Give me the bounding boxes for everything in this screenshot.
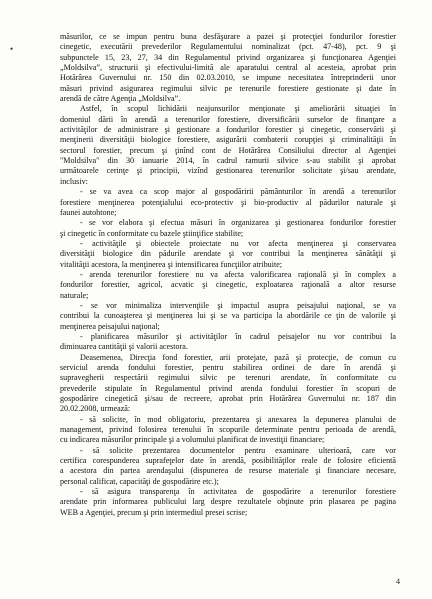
text-line: - să asigura transparenţa în activitatea de gospodărire a terenurilor forestiere bbox=[80, 487, 396, 497]
text-line: vitalităţii acestora, la menţinerea şi intensificarea funcţiilor atribuite; bbox=[60, 259, 283, 269]
text-line: diminuarea cantităţii şi valorii acestora. bbox=[60, 342, 188, 352]
text-line: menţinerea peisajului naţional; bbox=[60, 321, 160, 331]
text-line: cinegetic, executării prevederilor Regulamentului nominalizat (pct. 47-48), pct. 9 şi bbox=[60, 42, 396, 52]
text-line: "Moldsilva" din 30 ianuarie 2014, în cadrul ramurii silvice s-au stabilit şi aprobat bbox=[60, 156, 396, 166]
text-line: fondurilor forestier, agricol, acvatic şi cinegetic, exploatarea raţională a altor resurse bbox=[60, 280, 396, 290]
text-line: - se va avea ca scop major al gospodăririi pământurilor în arendă a terenurilor bbox=[80, 187, 396, 197]
text-line: naturale; bbox=[60, 290, 89, 300]
text-line: 20.02.2008, urmează: bbox=[60, 404, 131, 414]
text-line: prevederile stipulate în Regulamentul privind arenda fondului forestier în scopuri de bbox=[60, 383, 396, 393]
text-line: sectorul forestier, precum şi ţinînd cont de Hotărârea Consiliului director al Agenţiei bbox=[60, 145, 396, 155]
text-line: a acestora din partea arendaşului (dispunerea de resurse materiale şi financiare necesare, bbox=[60, 466, 396, 476]
text-line: arendă de către Agenţia „Moldsilva”. bbox=[60, 94, 181, 104]
text-line: „Moldsilva”, structurii şi efectivului-limită ale aparatului central al acesteia, aprobat prin bbox=[60, 63, 396, 73]
text-line: Hotărârea Guvernului nr. 150 din 02.03.2010, se impune necesitatea întreprinderii unor bbox=[60, 73, 396, 83]
text-line: menţinerii diversităţii biologice forestiere, asigurării combaterii corupţiei şi criminalităţii în bbox=[60, 135, 396, 145]
text-line: - se vor minimaliza intervenţiile şi impactul asupra peisajului naţional, se va bbox=[80, 300, 396, 310]
text-line: - activităţile şi obiectele proiectate nu vor afecta menţinerea şi conservarea bbox=[80, 238, 396, 248]
text-line: domeniul dării în arendă a terenurilor forestiere, diversificării surselor de finanţare a bbox=[60, 114, 396, 124]
text-line: WEB a Agenţiei, precum şi prin intermediul presei scrise; bbox=[60, 507, 248, 517]
text-line: supravegherii respectării regimului silvic pe terenuri arendate, în conformitate cu bbox=[60, 373, 396, 383]
text-line: certifica corespunderea suprafeţelor date în arendă, posibilităţilor reale de folosire eficientă bbox=[60, 456, 396, 466]
text-line: activităţilor de administrare şi gestionare a fondurilor forestier şi cinegetic, conservării şi bbox=[60, 125, 396, 135]
text-line: arendate prin informarea publicului larg despre rezultatele obţinute prin plasarea pe pagina bbox=[60, 497, 396, 507]
text-line: măsurilor, ce se impun pentru buna desfăşurare a pazei şi protecţiei fondurilor forestier bbox=[60, 32, 396, 41]
text-line: subpunctele 15, 23, 27, 34 din Regulamentul privind organizarea şi funcţionarea Agenţiei bbox=[60, 52, 396, 62]
text-line: diversităţii biologice din pădurile arendate şi vor contribui la menţinerea sănătăţii şi bbox=[60, 249, 396, 259]
page-number: 4 bbox=[396, 577, 400, 586]
text-line: personal calificat, capacităţi de gospodărire etc.); bbox=[60, 476, 219, 486]
text-line: - arenda terenurilor forestiere nu va afecta valorificarea raţională şi în complex a bbox=[80, 269, 396, 279]
text-line: inclusiv: bbox=[60, 176, 88, 186]
text-line: - să solicite prezentarea documentelor pentru examinare ulterioară, care vor bbox=[80, 445, 396, 455]
text-line: forestiere menţinerea potenţialului eco-protectiv şi bio-productiv al pădurilor naturale şi bbox=[60, 197, 396, 207]
text-line: faunei autohtone; bbox=[60, 207, 117, 217]
text-line: - se vor elabora şi efectua măsuri în organizarea şi gestionarea fondurilor forestier bbox=[80, 218, 396, 228]
text-line: management, privind folosirea terenului în scopurile determinate pentru perioada de arendă, bbox=[60, 425, 396, 435]
text-line: contribui la cunoaşterea şi menţinerea lui şi se va participa la abordările ce ţin de valorile şi bbox=[60, 311, 396, 321]
text-line: Deasemenea, Direcţia fond forestier, arii protejate, pază şi protecţie, de comun cu bbox=[80, 352, 396, 362]
text-line: Astfel, în scopul lichidării neajunsurilor menţionate şi ameliorării situaţiei în bbox=[80, 104, 396, 114]
text-line: serviciul arenda fondului forestier, pentru stabilirea ordinei de dare în arendă şi bbox=[60, 363, 396, 372]
text-line: gospodărire cinegetică şi/sau de recreere, aprobat prin Hotărârea Guvernului nr. 187 din bbox=[60, 394, 396, 404]
text-line: - să solicite, în mod obligatoriu, prezentarea şi anexarea la depunerea planului de bbox=[80, 414, 396, 424]
text-line: cu indicarea măsurilor principale şi a volumului planificat de investiţii financiare; bbox=[60, 435, 325, 445]
text-line: măsuri privind asigurarea regimului silvic pe terenurile forestiere gestionate şi date în bbox=[60, 83, 396, 93]
text-line: şi cinegetic în conformitate cu bazele ştiinţifice stabilite; bbox=[60, 228, 244, 238]
body-text bbox=[60, 32, 396, 518]
text-line: - planificarea măsurilor şi activităţilor în cadrul peisajelor nu vor contribui la bbox=[80, 331, 396, 341]
margin-mark: • bbox=[10, 44, 14, 54]
text-line: următoarele cerinţe şi principii, vizînd gestionarea terenurilor solicitate şi/sau arendate, bbox=[60, 166, 396, 176]
